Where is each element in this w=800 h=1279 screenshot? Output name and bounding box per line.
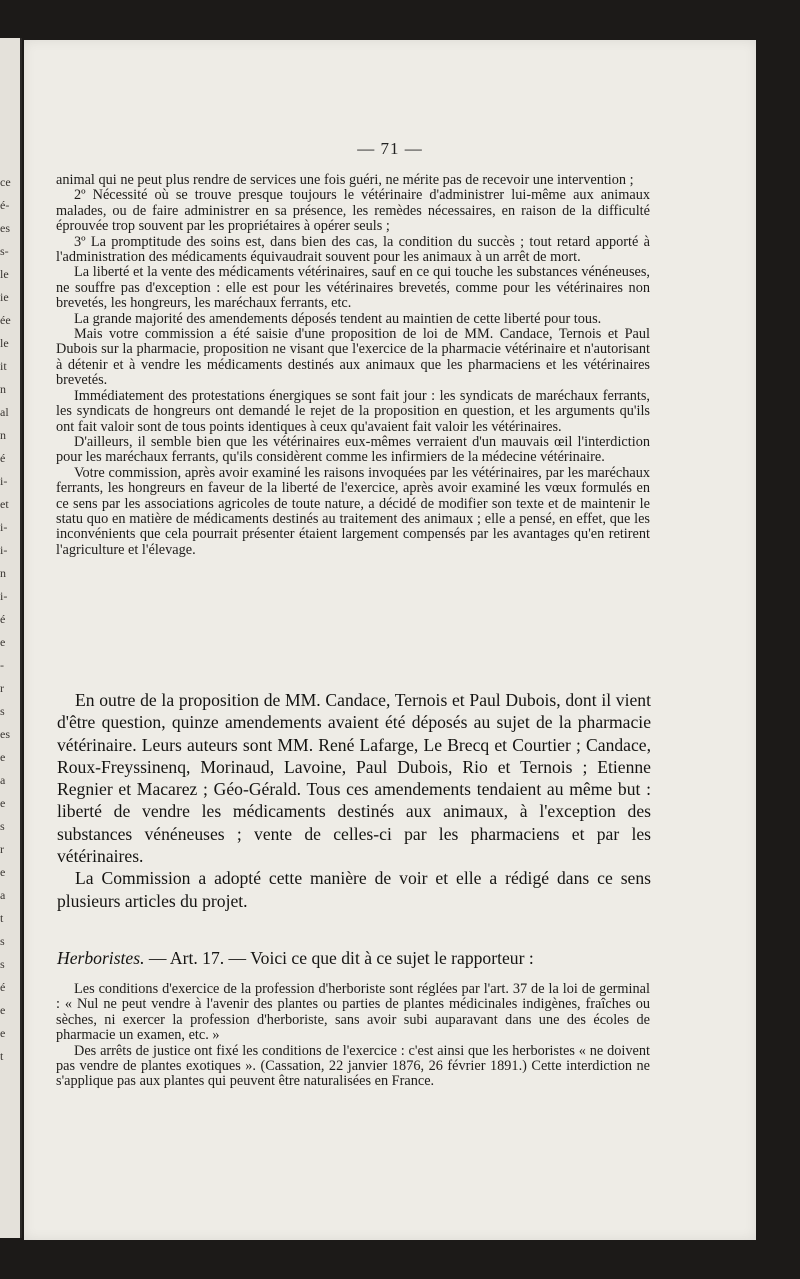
- paragraph: La liberté et la vente des médicaments vétérinaires, sauf en ce qui touche les substances vénéneuses, ne souffre pas d'exception : elle est pour les vétérinaires brevetés, comme pour les vétérinaires non brevetés, les hongreurs, les maréchaux ferrants, etc.: [56, 264, 650, 312]
- adjacent-page-fragment: s: [0, 958, 5, 970]
- adjacent-page-fragment: e: [0, 1027, 6, 1039]
- report-excerpt-block: [56, 173, 650, 558]
- adjacent-page-fragment: i-: [0, 544, 8, 556]
- adjacent-page-fragment: ie: [0, 291, 9, 303]
- adjacent-page-fragment: é-: [0, 199, 10, 211]
- adjacent-page-fragment: i-: [0, 475, 8, 487]
- main-text-block: [57, 689, 651, 912]
- adjacent-page-fragment: es: [0, 222, 10, 234]
- adjacent-page-fragment: a: [0, 774, 6, 786]
- adjacent-page-fragment: n: [0, 383, 6, 395]
- adjacent-page-fragment: é: [0, 613, 6, 625]
- adjacent-page-fragment: e: [0, 866, 6, 878]
- adjacent-page-fragment: s-: [0, 245, 9, 257]
- paragraph: Immédiatement des protestations énergiques se sont fait jour : les syndicats de maréchaux ferrants, les syndicats de hongreurs ont demandé le rejet de la proposition en question, et les arguments qu'ils ont fait valoir sont de tous points identiques à ceux qu'avaient fait valoir les vétérinaires.: [56, 387, 650, 435]
- adjacent-page-fragment: t: [0, 912, 4, 924]
- paragraph: En outre de la proposition de MM. Candace, Ternois et Paul Dubois, dont il vient d'être question, quinze amendements avaient été déposés au sujet de la pharmacie vétérinaire. Leurs auteurs sont MM. René Lafarge, Le Brecq et Courtier ; Candace, Roux-Freyssinenq, Morinaud, Lavoine, Paul Dubois, Rio et Ternois ; Etienne Regnier et Macarez ; Géo-Gérald. Tous ces amendements tendaient au même but : liberté de vendre les médicaments destinés aux animaux, à l'exception des substances vénéneuses ; vente de celles-ci par les pharmaciens et par les vétérinaires.: [57, 690, 651, 867]
- paragraph: Des arrêts de justice ont fixé les conditions de l'exercice : c'est ainsi que les herboristes « ne doivent pas vendre de plantes exotiques ». (Cassation, 22 janvier 1876, 26 février 1891.) Cette interdiction ne s'applique pas aux plantes qui peuvent être naturalisées en France.: [56, 1042, 650, 1090]
- adjacent-page-fragment: et: [0, 498, 9, 510]
- section-intro: — Art. 17. — Voici ce que dit à ce sujet le rapporteur :: [144, 948, 534, 968]
- paragraph: Votre commission, après avoir examiné les raisons invoquées par les vétérinaires, par les maréchaux ferrants, les hongreurs en faveur de la liberté de l'exercice, après avoir examiné les vœux formulés en ce sens par les associations agricoles de toute nature, a décidé de modifier son texte et de maintenir le statu quo en matière de médicaments destinés au traitement des animaux ; elle a pensé, en effet, que les inconvénients que cela pourrait présenter étaient largement compensés par les avantages qu'en retirent l'agriculture et l'élevage.: [56, 464, 650, 558]
- adjacent-page-fragment: es: [0, 728, 10, 740]
- adjacent-page-fragment: le: [0, 268, 9, 280]
- adjacent-page-fragment: s: [0, 705, 5, 717]
- paragraph: 3º La promptitude des soins est, dans bien des cas, la condition du succès ; tout retard apporté à l'administration des médicaments équivaudrait souvent pour les animaux à un arrêt de mort.: [56, 233, 650, 266]
- adjacent-page-fragment: -: [0, 659, 4, 671]
- adjacent-page-fragment: r: [0, 843, 4, 855]
- paragraph: La Commission a adopté cette manière de voir et elle a rédigé dans ce sens plusieurs articles du projet.: [57, 868, 651, 911]
- adjacent-page-fragment: s: [0, 820, 5, 832]
- adjacent-page-edge: [0, 38, 22, 1238]
- paragraph: animal qui ne peut plus rendre de services une fois guéri, ne mérite pas de recevoir une intervention ;: [56, 172, 634, 188]
- adjacent-page-fragment: i-: [0, 590, 8, 602]
- adjacent-page-fragment: e: [0, 797, 6, 809]
- adjacent-page-fragment: s: [0, 935, 5, 947]
- adjacent-page-fragment: e: [0, 751, 6, 763]
- adjacent-page-fragment: it: [0, 360, 7, 372]
- paragraph: Les conditions d'exercice de la profession d'herboriste sont réglées par l'art. 37 de la loi de germinal : « Nul ne peut vendre à l'avenir des plantes ou parties de plantes médicinales indigènes, fraîches ou sèches, ni exercer la profession d'herboriste, sans avoir subi auparavant dans une des écoles de pharmacie un examen, etc. »: [56, 981, 650, 1044]
- adjacent-page-fragment: ce: [0, 176, 11, 188]
- adjacent-page-fragment: a: [0, 889, 6, 901]
- adjacent-page-fragment: e: [0, 636, 6, 648]
- page-number: — 71 —: [357, 139, 423, 158]
- document-page: [24, 40, 756, 1240]
- adjacent-page-fragment: é: [0, 452, 6, 464]
- adjacent-page-fragment: r: [0, 682, 4, 694]
- adjacent-page-fragment: n: [0, 429, 6, 441]
- paragraph: Mais votre commission a été saisie d'une proposition de loi de MM. Candace, Ternois et Paul Dubois sur la pharmacie, proposition ne visant que l'exercice de la pharmacie vétérinaire et n'autorisant à détenir et à vendre les médicaments destinés aux animaux que les pharmaciens et les vétérinaires brevetés.: [56, 326, 650, 389]
- adjacent-page-fragment: al: [0, 406, 9, 418]
- section-heading-herboristes: [57, 947, 651, 969]
- adjacent-page-fragment: i-: [0, 521, 8, 533]
- paragraph: 2º Nécessité où se trouve presque toujours le vétérinaire d'administrer lui-même aux animaux malades, ou de faire administrer en sa présence, les remèdes nécessaires, en raison de la difficulté éprouvée trop souvent par les propriétaires à opérer seuls ;: [56, 187, 650, 235]
- adjacent-page-fragment: t: [0, 1050, 4, 1062]
- adjacent-page-fragment: n: [0, 567, 6, 579]
- adjacent-page-fragment: é: [0, 981, 6, 993]
- adjacent-page-fragment: ée: [0, 314, 11, 326]
- quoted-report-block: [56, 982, 650, 1090]
- paragraph: La grande majorité des amendements déposés tendent au maintien de cette liberté pour tous.: [74, 310, 602, 327]
- adjacent-page-fragment: e: [0, 1004, 6, 1016]
- adjacent-page-fragment: le: [0, 337, 9, 349]
- paragraph: D'ailleurs, il semble bien que les vétérinaires eux-mêmes verraient d'un mauvais œil l'interdiction pour les maréchaux ferrants, qu'ils considèrent comme les infirmiers de la médecine vétérinaire.: [56, 433, 650, 466]
- section-title: Herboristes.: [57, 948, 145, 968]
